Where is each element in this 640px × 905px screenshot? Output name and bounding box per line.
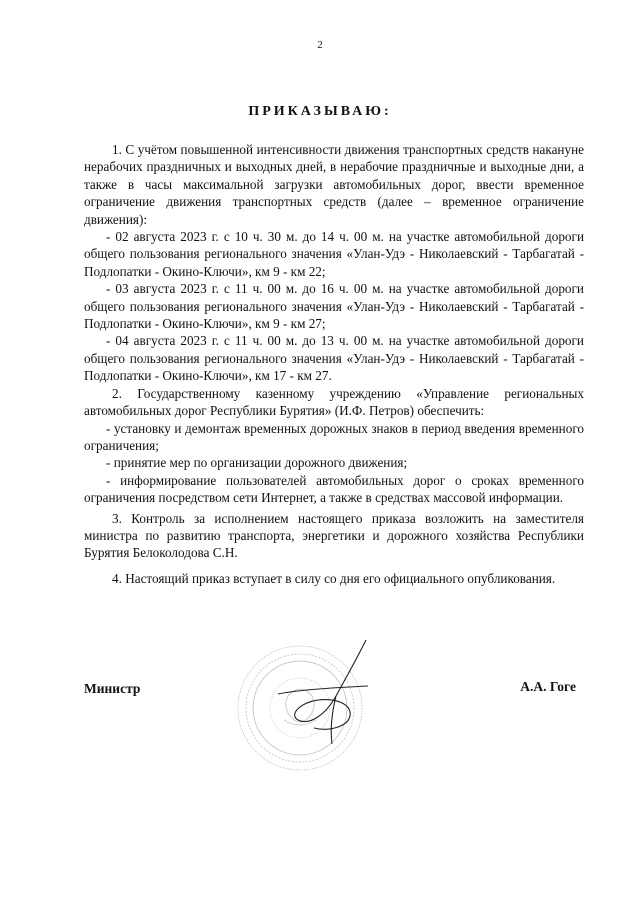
signature-block [84,681,580,711]
order-body [84,141,584,587]
paragraph-2-item-3: - информирование пользователей автомобильных дорог о сроках временного ограничения посредством сети Интернет, а также в средствах массовой информации. [84,472,584,506]
page-number: 2 [317,39,323,51]
paragraph-2-item-1: - установку и демонтаж временных дорожных знаков в период введения временного ограничения; [84,420,584,453]
paragraph-2-item-2: - принятие мер по организации дорожного движения; [106,455,408,471]
order-heading: ПРИКАЗЫВАЮ: [248,104,392,119]
paragraph-1-item-3: - 04 августа 2023 г. с 11 ч. 00 м. до 13 ч. 00 м. на участке автомобильной дороги общего пользования регионального значения «Улан-Удэ - Николаевский - Тарбагатай - Подлопатки - Окино-Ключи», км 17 - км 27. [84,333,584,384]
paragraph-3: 3. Контроль за исполнением настоящего приказа возложить на заместителя министра по развитию транспорта, энергетики и дорожного хозяйства Республики Бурятия Белоколодова С.Н. [84,510,584,561]
paragraph-2: 2. Государственному казенному учреждению «Управление региональных автомобильных дорог Республики Бурятия» (И.Ф. Петров) обеспечить: [84,385,584,419]
paragraph-1: 1. С учётом повышенной интенсивности движения транспортных средств накануне нерабочих праздничных и выходных дней, в нерабочие праздничные и выходные дни, а также в часы максимальной загрузки автомобильных дорог, ввести временное ограничение движения транспортных средств (далее – временное ограничение движения): [84,142,584,227]
signature-name: А.А. Гоге [520,679,576,694]
paragraph-4: 4. Настоящий приказ вступает в силу со дня его официального опубликования. [112,570,556,586]
paragraph-1-item-2: - 03 августа 2023 г. с 11 ч. 00 м. до 16 ч. 00 м. на участке автомобильной дороги общего пользования регионального значения «Улан-Удэ - Николаевский - Тарбагатай - Подлопатки - Окино-Ключи», км 9 - км 27; [84,281,584,332]
signature-role: Министр [84,681,141,696]
paragraph-1-item-1: - 02 августа 2023 г. с 10 ч. 30 м. до 14 ч. 00 м. на участке автомобильной дороги общего пользования регионального значения «Улан-Удэ - Николаевский - Тарбагатай - Подлопатки - Окино-Ключи», км 9 - км 22; [84,229,584,279]
